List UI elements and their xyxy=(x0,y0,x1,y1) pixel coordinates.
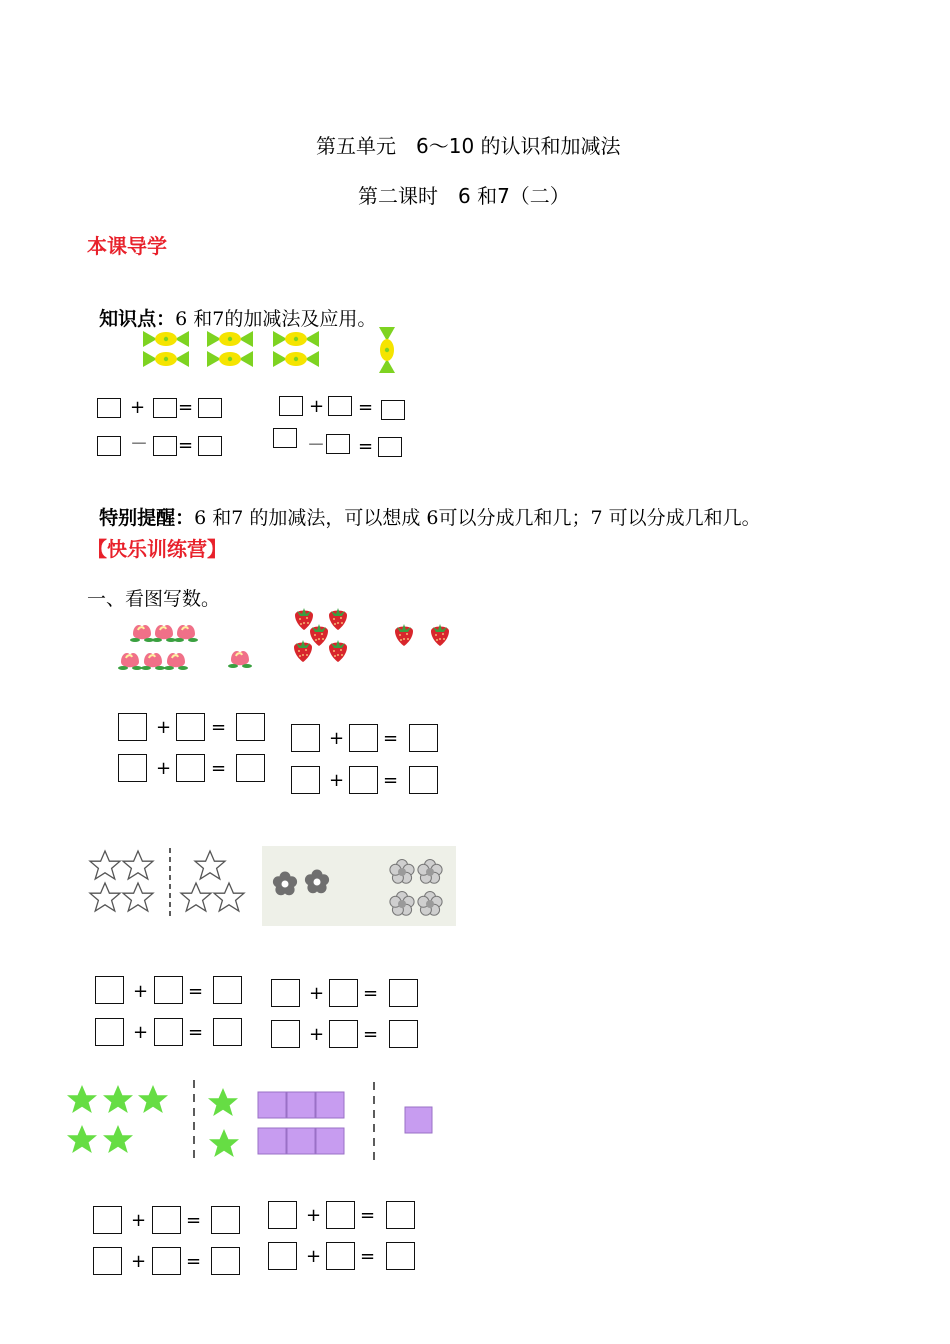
answer-box[interactable] xyxy=(176,713,205,741)
lesson-title: 第二课时 6 和7（二） xyxy=(358,184,570,208)
candy-icon xyxy=(273,351,319,367)
plus-sign: + xyxy=(306,1246,322,1267)
peach-icon xyxy=(141,653,165,670)
equals-sign: = xyxy=(358,397,374,418)
answer-box[interactable] xyxy=(326,1201,355,1229)
strawberry-icon xyxy=(329,608,347,630)
purple-square xyxy=(287,1092,315,1118)
answer-box[interactable] xyxy=(268,1242,297,1270)
answer-box[interactable] xyxy=(95,976,124,1004)
minus-sign: － xyxy=(130,434,148,455)
special-reminder xyxy=(87,481,761,530)
answer-box[interactable] xyxy=(211,1206,240,1234)
strawberry-icon xyxy=(395,624,413,646)
answer-box[interactable] xyxy=(291,724,320,752)
star-outline-icon xyxy=(90,851,120,879)
knowledge-point xyxy=(87,282,376,331)
equals-sign: = xyxy=(186,1251,202,1272)
flower-panel xyxy=(262,846,456,926)
answer-box[interactable] xyxy=(236,754,265,782)
answer-box[interactable] xyxy=(326,1242,355,1270)
strawberry-icon xyxy=(329,640,347,662)
plus-sign: + xyxy=(329,728,345,749)
plus-sign: + xyxy=(156,717,172,738)
answer-box[interactable] xyxy=(271,979,300,1007)
answer-box[interactable] xyxy=(118,754,147,782)
answer-box[interactable] xyxy=(176,754,205,782)
flower-light-icon xyxy=(418,892,442,916)
star-outline-icon xyxy=(123,851,153,879)
answer-box[interactable] xyxy=(386,1242,415,1270)
equals-sign: = xyxy=(363,983,379,1004)
purple-square xyxy=(405,1107,432,1133)
guide-heading: 本课导学 xyxy=(87,234,167,258)
candy-icon xyxy=(207,331,253,347)
strawberry-icon xyxy=(310,624,328,646)
strawberry-icon xyxy=(294,640,312,662)
answer-box[interactable] xyxy=(329,979,358,1007)
unit-title: 第五单元 6～10 的认识和加减法 xyxy=(316,134,621,158)
equals-sign: = xyxy=(383,770,399,791)
answer-box[interactable] xyxy=(152,1247,181,1275)
candy-illustration xyxy=(140,325,400,377)
answer-box[interactable] xyxy=(153,398,177,418)
equals-sign: = xyxy=(188,981,204,1002)
answer-box[interactable] xyxy=(95,1018,124,1046)
section-title: 一、看图写数。 xyxy=(87,588,221,610)
answer-box[interactable] xyxy=(236,713,265,741)
flower-dark-icon xyxy=(305,870,329,894)
answer-box[interactable] xyxy=(271,1020,300,1048)
plus-sign: + xyxy=(306,1205,322,1226)
star-green-icon xyxy=(103,1085,133,1113)
star-green-icon xyxy=(67,1125,97,1153)
answer-box[interactable] xyxy=(409,724,438,752)
plus-sign: + xyxy=(131,1251,147,1272)
plus-sign: + xyxy=(309,983,325,1004)
answer-box[interactable] xyxy=(279,396,303,416)
star-outline-icon xyxy=(123,883,153,911)
flower-dark-icon xyxy=(273,872,297,896)
purple-square xyxy=(258,1128,286,1154)
answer-box[interactable] xyxy=(381,400,405,420)
peach-icon xyxy=(118,653,142,670)
equals-sign: = xyxy=(178,397,194,418)
answer-box[interactable] xyxy=(152,1206,181,1234)
equals-sign: = xyxy=(383,728,399,749)
answer-box[interactable] xyxy=(213,976,242,1004)
candy-icon xyxy=(379,327,395,373)
answer-box[interactable] xyxy=(97,398,121,418)
answer-box[interactable] xyxy=(386,1201,415,1229)
peach-icon xyxy=(174,625,198,642)
outline-stars-illustration xyxy=(86,846,251,922)
answer-box[interactable] xyxy=(389,1020,418,1048)
star-green-icon xyxy=(103,1125,133,1153)
green-stars-squares-illustration xyxy=(62,1078,442,1166)
reminder-text: 6 和7 的加减法，可以想成 6可以分成几和几；7 可以分成几和几。 xyxy=(194,507,761,529)
equals-sign: = xyxy=(358,436,374,457)
answer-box[interactable] xyxy=(326,434,350,454)
answer-box[interactable] xyxy=(273,428,297,448)
star-outline-icon xyxy=(214,883,244,911)
equals-sign: = xyxy=(211,717,227,738)
answer-box[interactable] xyxy=(211,1247,240,1275)
star-outline-icon xyxy=(181,883,211,911)
peach-icon xyxy=(152,625,176,642)
answer-box[interactable] xyxy=(328,396,352,416)
flower-light-icon xyxy=(390,860,414,884)
answer-box[interactable] xyxy=(198,398,222,418)
equals-sign: = xyxy=(188,1022,204,1043)
camp-heading: 【快乐训练营】 xyxy=(87,537,227,561)
peach-icon xyxy=(228,651,252,668)
purple-square xyxy=(316,1092,344,1118)
peach-illustration xyxy=(112,620,262,676)
star-green-icon xyxy=(67,1085,97,1113)
star-green-icon xyxy=(208,1088,238,1116)
equals-sign: = xyxy=(360,1246,376,1267)
strawberry-illustration xyxy=(288,604,463,668)
purple-square xyxy=(316,1128,344,1154)
answer-box[interactable] xyxy=(389,979,418,1007)
answer-box[interactable] xyxy=(93,1206,122,1234)
candy-icon xyxy=(143,331,189,347)
reminder-label: 特别提醒： xyxy=(99,507,195,529)
plus-sign: + xyxy=(130,397,146,418)
answer-box[interactable] xyxy=(97,436,121,456)
candy-icon xyxy=(273,331,319,347)
answer-box[interactable] xyxy=(349,766,378,794)
answer-box[interactable] xyxy=(329,1020,358,1048)
knowledge-text: 6 和7的加减法及应用。 xyxy=(175,308,377,330)
strawberry-icon xyxy=(431,624,449,646)
flower-light-icon xyxy=(390,892,414,916)
plus-sign: + xyxy=(309,396,325,417)
star-outline-icon xyxy=(195,851,225,879)
answer-box[interactable] xyxy=(291,766,320,794)
strawberry-icon xyxy=(295,608,313,630)
plus-sign: + xyxy=(309,1024,325,1045)
equals-sign: = xyxy=(186,1210,202,1231)
star-outline-icon xyxy=(90,883,120,911)
equals-sign: = xyxy=(178,435,194,456)
answer-box[interactable] xyxy=(154,1018,183,1046)
answer-box[interactable] xyxy=(198,436,222,456)
answer-box[interactable] xyxy=(118,713,147,741)
candy-icon xyxy=(143,351,189,367)
peach-icon xyxy=(164,653,188,670)
plus-sign: + xyxy=(329,770,345,791)
plus-sign: + xyxy=(133,981,149,1002)
answer-box[interactable] xyxy=(154,976,183,1004)
equals-sign: = xyxy=(211,758,227,779)
answer-box[interactable] xyxy=(153,436,177,456)
answer-box[interactable] xyxy=(409,766,438,794)
purple-square xyxy=(258,1092,286,1118)
answer-box[interactable] xyxy=(268,1201,297,1229)
knowledge-label: 知识点： xyxy=(99,308,176,330)
peach-icon xyxy=(130,625,154,642)
equals-sign: = xyxy=(363,1024,379,1045)
answer-box[interactable] xyxy=(349,724,378,752)
plus-sign: + xyxy=(131,1210,147,1231)
candy-icon xyxy=(207,351,253,367)
star-green-icon xyxy=(138,1085,168,1113)
purple-square xyxy=(287,1128,315,1154)
minus-sign: － xyxy=(307,435,325,456)
equals-sign: = xyxy=(360,1205,376,1226)
flower-light-icon xyxy=(418,860,442,884)
plus-sign: + xyxy=(156,758,172,779)
star-green-icon xyxy=(209,1129,239,1157)
answer-box[interactable] xyxy=(378,437,402,457)
answer-box[interactable] xyxy=(213,1018,242,1046)
plus-sign: + xyxy=(133,1022,149,1043)
answer-box[interactable] xyxy=(93,1247,122,1275)
